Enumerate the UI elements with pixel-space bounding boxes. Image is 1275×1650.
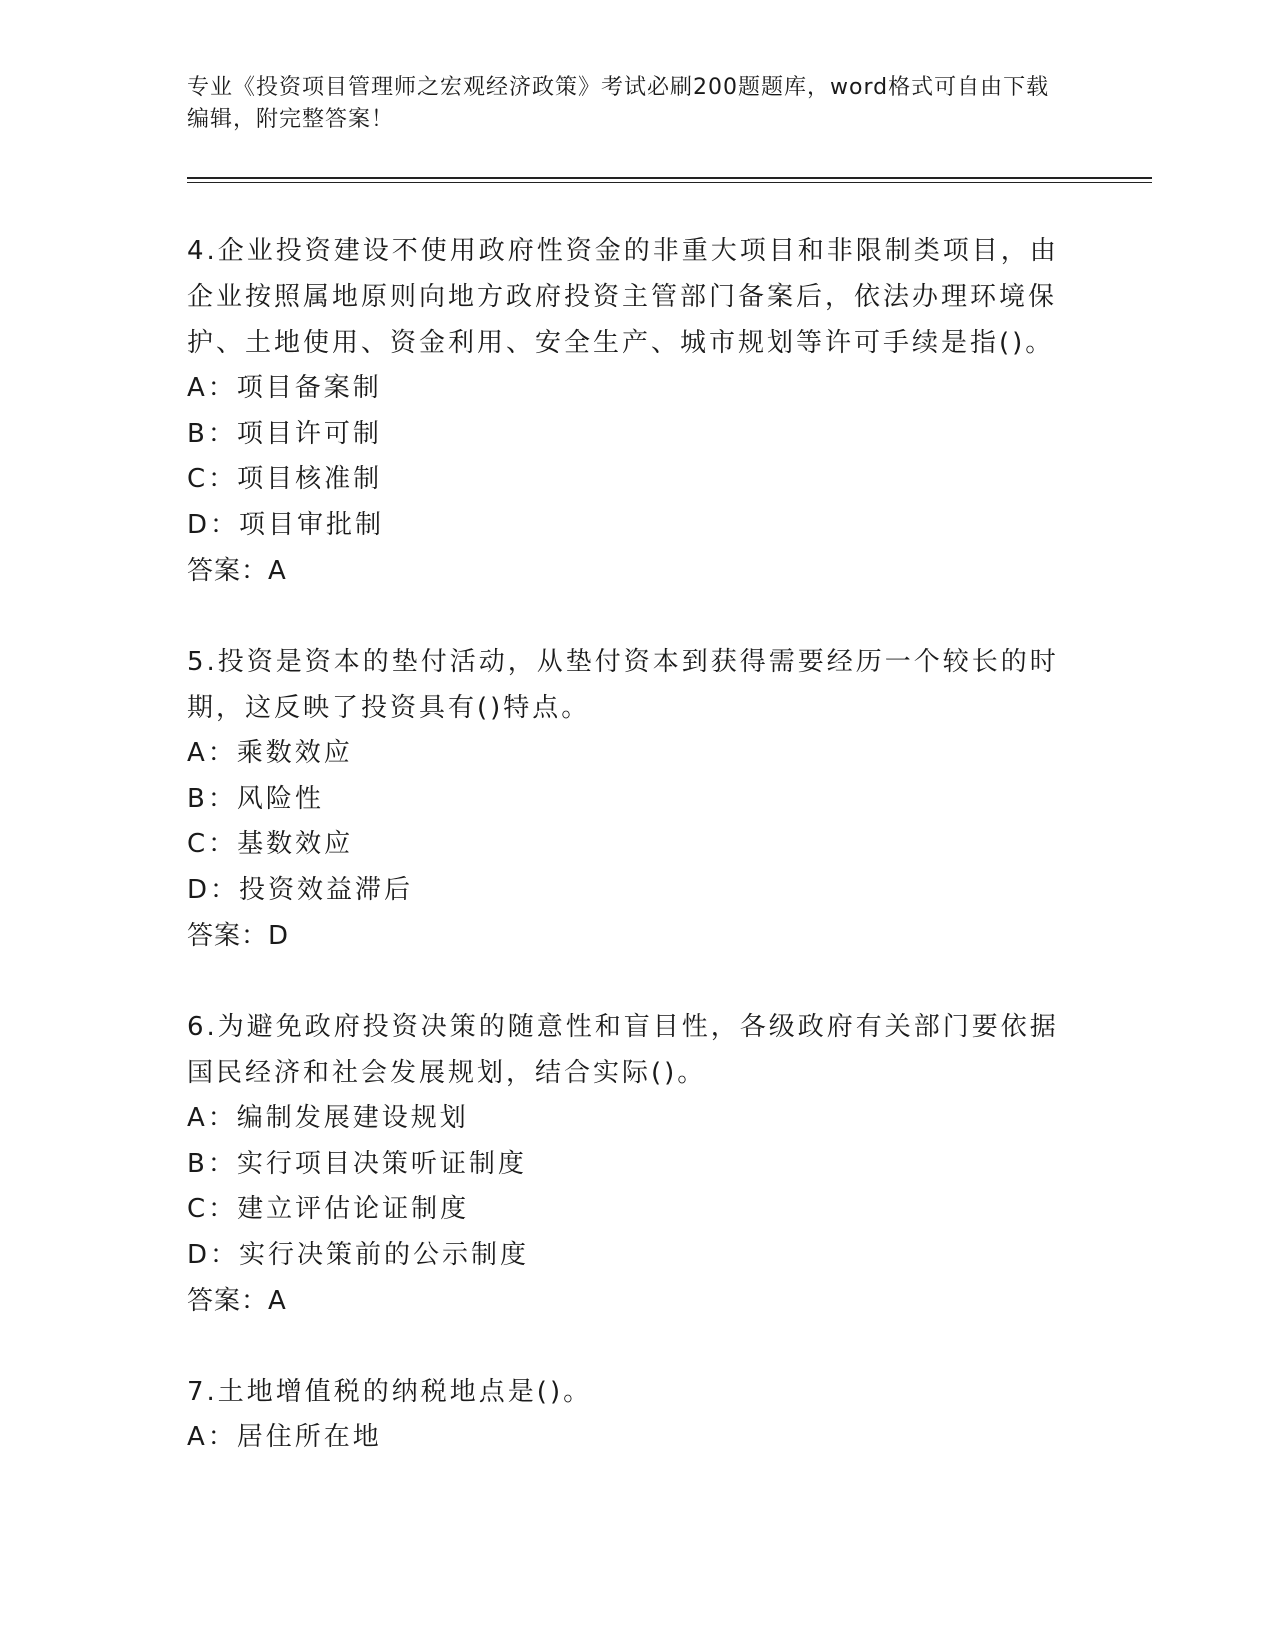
option-a: A：项目备案制 xyxy=(187,373,382,403)
question-text: 4.企业投资建设不使用政府性资金的非重大项目和非限制类项目，由企业按照属地原则向地方政府投资主管部门备案后，依法办理环境保护、土地使用、资金利用、安全生产、城市规划等许可手续是指()。 xyxy=(187,236,1059,358)
option-a: A：乘数效应 xyxy=(187,738,353,768)
option-c: C：项目核准制 xyxy=(187,464,383,494)
question-6 xyxy=(187,1004,1067,1324)
option-d: D：项目审批制 xyxy=(187,509,385,540)
question-text: 7.土地增值税的纳税地点是()。 xyxy=(187,1377,593,1407)
answer: 答案：A xyxy=(187,556,287,586)
answer: 答案：D xyxy=(187,921,290,951)
option-b: B：项目许可制 xyxy=(187,418,382,449)
question-list xyxy=(187,228,1067,1506)
document-header: 专业《投资项目管理师之宏观经济政策》考试必刷200题题库，word格式可自由下载编辑，附完整答案！ xyxy=(187,75,1050,132)
option-d: D：实行决策前的公示制度 xyxy=(187,1239,530,1270)
option-b: B：实行项目决策听证制度 xyxy=(187,1148,527,1179)
answer: 答案：A xyxy=(187,1286,287,1316)
option-a: A：居住所在地 xyxy=(187,1422,382,1452)
option-c: C：基数效应 xyxy=(187,829,354,859)
question-4 xyxy=(187,228,1067,594)
question-text: 5.投资是资本的垫付活动，从垫付资本到获得需要经历一个较长的时期，这反映了投资具有()特点。 xyxy=(187,647,1059,723)
option-d: D：投资效益滞后 xyxy=(187,874,414,905)
question-7 xyxy=(187,1369,1067,1461)
option-b: B：风险性 xyxy=(187,783,324,814)
question-text: 6.为避免政府投资决策的随意性和盲目性，各级政府有关部门要依据国民经济和社会发展规划，结合实际()。 xyxy=(187,1012,1059,1088)
option-a: A：编制发展建设规划 xyxy=(187,1103,469,1133)
option-c: C：建立评估论证制度 xyxy=(187,1194,470,1224)
question-5 xyxy=(187,639,1067,959)
header-divider xyxy=(187,177,1152,183)
